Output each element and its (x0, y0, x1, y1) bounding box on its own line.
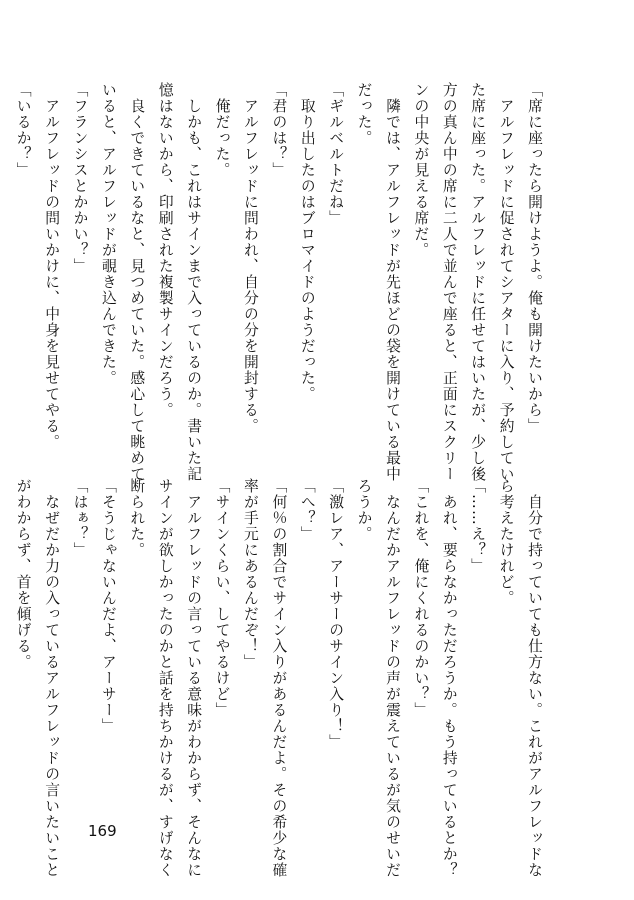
text-line: 「激レア、アーサーのサイン入り！」 (327, 478, 345, 750)
text-line: アルフレッドに促されてシアターに入り、予約してい (497, 82, 515, 482)
text-line: 断られた。 (128, 478, 146, 558)
text-line: アルフレッドに問われ、自分の分を開封する。 (241, 82, 259, 434)
page-number: 169 (88, 822, 117, 840)
text-line: ら考えたけれど。 (497, 478, 515, 606)
text-line: 良くできているなと、見つめていた。感心して眺めて (128, 82, 146, 482)
text-line: 「ギルベルトだね」 (327, 82, 345, 226)
text-line: なぜだか力の入っているアルフレッドの言いたいこと (43, 478, 61, 878)
text-line: 「君のは？」 (270, 82, 288, 178)
text-line: 隣では、アルフレッドが先ほどの袋を開けている最中 (383, 82, 401, 482)
lower-text-block (14, 478, 548, 878)
text-line: なんだかアルフレッドの声が震えているが気のせいだ (383, 478, 401, 878)
text-line: 「いるか？」 (14, 82, 32, 178)
text-line: 「へ？」 (298, 478, 316, 542)
text-line: あれ、要らなかっただろうか。もう持っているとか？ (440, 478, 458, 878)
text-line: いると、アルフレッドが覗き込んできた。 (99, 82, 117, 386)
text-line: がわからず、首を傾げる。 (14, 478, 32, 670)
text-line: 取り出したのはブロマイドのようだった。 (298, 82, 316, 402)
text-line: ンの中央が見える席だ。 (412, 82, 430, 258)
text-line: ろうか。 (355, 478, 373, 542)
text-line: 「はぁ？」 (71, 478, 89, 558)
text-line: 「サインくらい、してやるけど」 (213, 478, 231, 718)
text-line: 「フランシスとかかい？」 (71, 82, 89, 274)
text-line: アルフレッドの問いかけに、中身を見せてやる。 (43, 82, 61, 450)
text-line: サインが欲しかったのかと話を持ちかけるが、すげなく (156, 478, 174, 878)
text-line: アルフレッドの言っている意味がわからず、そんなに (185, 478, 203, 878)
text-line: 憶はないから、印刷された複製サインだろう。 (156, 82, 174, 418)
text-line: 「そうじゃないんだよ、アーサー」 (99, 478, 117, 734)
text-line: 「席に座ったら開けようよ。俺も開けたいから」 (526, 82, 543, 434)
upper-text-block (14, 82, 548, 482)
text-line: 自分で持っていても仕方ない。これがアルフレッドな (526, 478, 543, 878)
text-line: 「何％の割合でサイン入りがあるんだよ。その希少な確 (270, 478, 288, 878)
text-line: 「これを、俺にくれるのかい？」 (412, 478, 430, 718)
text-line: 方の真ん中の席に二人で並んで座ると、正面にスクリー (440, 82, 458, 482)
text-line: 率が手元にあるんだぞ！」 (241, 478, 259, 670)
text-line: 俺だった。 (213, 82, 231, 178)
text-line: しかも、これはサインまで入っているのか。書いた記 (185, 82, 203, 482)
text-line: た席に座った。アルフレッドに任せてはいたが、少し後 (469, 82, 487, 482)
text-line: 「……え？」 (469, 478, 487, 574)
text-line: だった。 (355, 82, 373, 146)
